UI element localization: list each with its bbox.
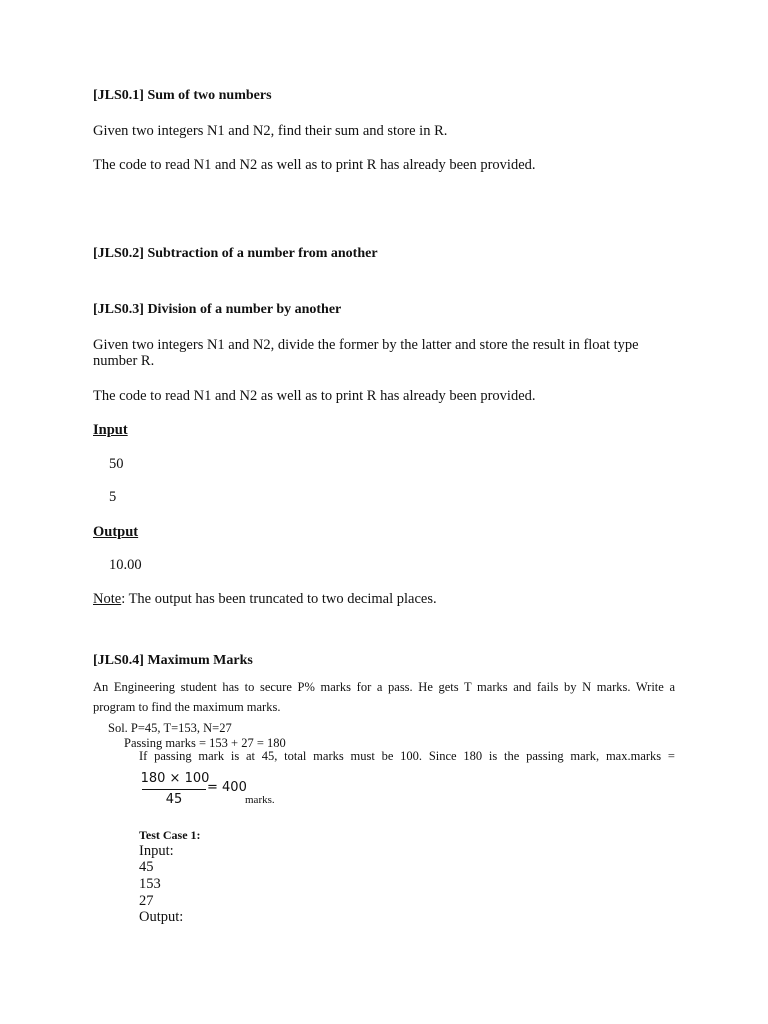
input-heading: Input	[93, 422, 128, 438]
section-title-jls0-4: [JLS0.4] Maximum Marks	[93, 653, 253, 668]
paragraph: Given two integers N1 and N2, find their sum and store in R.	[93, 123, 448, 139]
output-heading: Output	[93, 524, 139, 540]
fraction-expression	[140, 771, 210, 809]
input-value: 50	[109, 456, 124, 472]
section-title-jls0-3: [JLS0.3] Division of a number by another	[93, 302, 342, 317]
fraction-numerator: 180 × 100	[140, 771, 210, 786]
test-output-label: Output:	[139, 909, 184, 925]
note-line	[93, 591, 437, 608]
section-title-jls0-2: [JLS0.2] Subtraction of a number from another	[93, 246, 378, 261]
note-text: : The output has been truncated to two decimal places.	[121, 591, 437, 607]
paragraph: The code to read N1 and N2 as well as to print R has already been provided.	[93, 157, 536, 173]
test-input-value: 153	[139, 876, 161, 892]
passing-marks-line: Passing marks = 153 + 27 = 180	[124, 736, 286, 750]
paragraph: The code to read N1 and N2 as well as to print R has already been provided.	[93, 388, 536, 404]
input-value: 5	[109, 489, 117, 505]
test-input-label: Input:	[139, 843, 174, 859]
paragraph: number R.	[93, 353, 155, 369]
section-title-jls0-1: [JLS0.1] Sum of two numbers	[93, 88, 272, 103]
test-case-heading: Test Case 1:	[139, 828, 201, 842]
paragraph: Given two integers N1 and N2, divide the former by the latter and store the result in float type	[93, 337, 639, 353]
fraction-bar	[142, 789, 206, 790]
fraction-result: = 400	[207, 780, 247, 795]
paragraph: An Engineering student has to secure P% marks for a pass. He gets T marks and fails by N marks. Write a	[93, 680, 675, 694]
marks-word: marks.	[245, 794, 275, 806]
fraction-denominator: 45	[165, 792, 183, 807]
test-input-value: 27	[139, 893, 154, 909]
solution-line: Sol. P=45, T=153, N=27	[108, 721, 232, 735]
note-label: Note	[93, 591, 122, 607]
explanation-line: If passing mark is at 45, total marks must be 100. Since 180 is the passing mark, max.marks =	[139, 749, 675, 763]
paragraph: program to find the maximum marks.	[93, 700, 281, 714]
output-value: 10.00	[109, 557, 142, 573]
test-input-value: 45	[139, 859, 154, 875]
